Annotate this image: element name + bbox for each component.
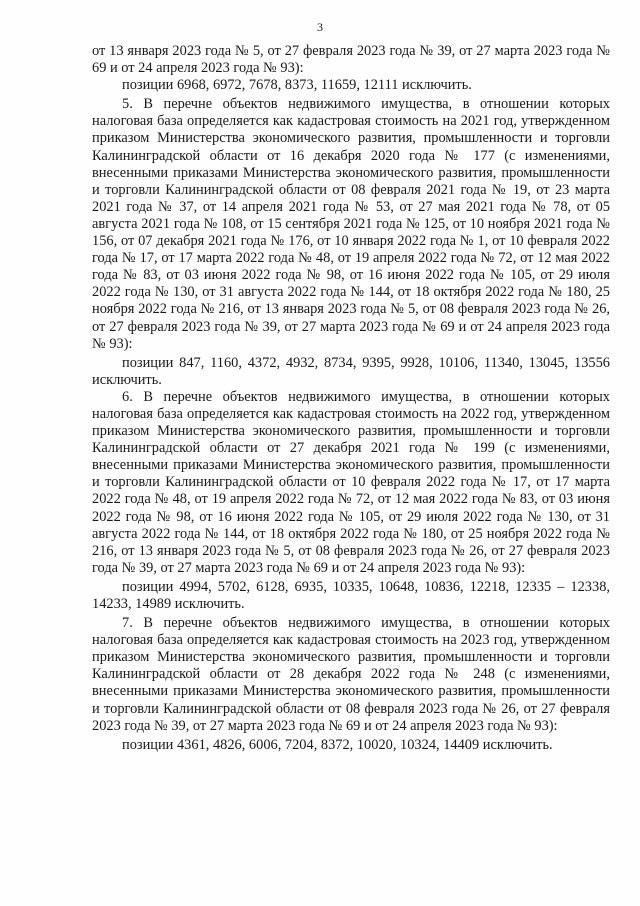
- page-number: 3: [317, 20, 323, 34]
- document-body: [92, 43, 610, 754]
- paragraph-item-5: 5. В перечне объектов недвижимого имущества, в отношении которых налоговая база определяется как кадастровая стоимость на 2021 год, утвержденном приказом Министерства экономического развития, промышленности и торговли Калининградской области от 16 декабря 2020 года № 177 (с изменениями, внесенными приказами Министерства экономического развития, промышленности и торговли Калининградской области от 08 февраля 2021 года № 19, от 23 марта 2021 года № 37, от 14 апреля 2021 года № 53, от 27 мая 2021 года № 78, от 05 августа 2021 года № 108, от 15 сентября 2021 года № 125, от 10 ноября 2021 года № 156, от 07 декабря 2021 года № 176, от 10 января 2022 года № 1, от 10 февраля 2022 года № 17, от 17 марта 2022 года № 48, от 19 апреля 2022 года № 72, от 12 мая 2022 года № 83, от 03 июня 2022 года № 98, от 16 июня 2022 года № 105, от 29 июля 2022 года № 130, от 31 августа 2022 года № 144, от 18 октября 2022 года № 180, 25 ноября 2022 года № 216, от 13 января 2023 года № 5, от 08 февраля 2023 года № 26, от 27 февраля 2023 года № 39, от 27 марта 2023 года № 69 и от 24 апреля 2023 года № 93):: [92, 96, 610, 352]
- paragraph-exclusion-5: позиции 847, 1160, 4372, 4932, 8734, 9395, 9928, 10106, 11340, 13045, 13556 исключить.: [92, 354, 610, 388]
- paragraph-exclusion-6: позиции 4994, 5702, 6128, 6935, 10335, 10648, 10836, 12218, 12335 – 12338, 14233, 14989 исключить.: [92, 578, 610, 612]
- paragraph-continuation: от 13 января 2023 года № 5, от 27 февраля 2023 года № 39, от 27 марта 2023 года № 69 и от 24 апреля 2023 года № 93):: [92, 43, 610, 77]
- paragraph-item-6: 6. В перечне объектов недвижимого имущества, в отношении которых налоговая база определяется как кадастровая стоимость на 2022 год, утвержденном приказом Министерства экономического развития, промышленности и торговли Калининградской области от 27 декабря 2021 года № 199 (с изменениями, внесенными приказами Министерства экономического развития, промышленности и торговли Калининградской области от 10 февраля 2022 года № 17, от 17 марта 2022 года № 48, от 19 апреля 2022 года № 72, от 12 мая 2022 года № 83, от 03 июня 2022 года № 98, от 16 июня 2022 года № 105, от 29 июля 2022 года № 130, от 31 августа 2022 года № 144, от 18 октября 2022 года № 180, от 25 ноября 2022 года № 216, от 13 января 2023 года № 5, от 08 февраля 2023 года № 26, от 27 февраля 2023 года № 39, от 27 марта 2023 года № 69 и от 24 апреля 2023 года № 93):: [92, 388, 610, 576]
- paragraph-exclusion-7: позиции 4361, 4826, 6006, 7204, 8372, 10020, 10324, 14409 исключить.: [122, 736, 553, 753]
- paragraph-item-7: 7. В перечне объектов недвижимого имущества, в отношении которых налоговая база определяется как кадастровая стоимость на 2023 год, утвержденном приказом Министерства экономического развития, промышленности и торговли Калининградской области от 28 декабря 2022 года № 248 (с изменениями, внесенными приказами Министерства экономического развития, промышленности и торговли Калининградской области от 08 февраля 2023 года № 26, от 27 февраля 2023 года № 39, от 27 марта 2023 года № 69 и от 24 апреля 2023 года № 93):: [92, 615, 610, 734]
- paragraph-exclusion-4: позиции 6968, 6972, 7678, 8373, 11659, 12111 исключить.: [122, 77, 472, 94]
